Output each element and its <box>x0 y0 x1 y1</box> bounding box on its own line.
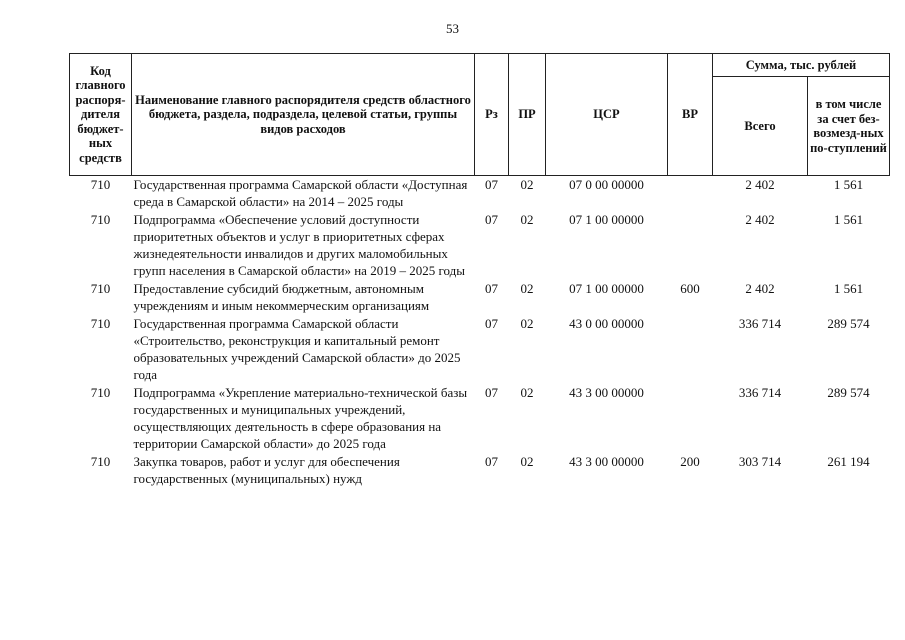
table-row <box>70 211 890 280</box>
table-row <box>70 453 890 488</box>
cell-pr: 02 <box>520 177 534 192</box>
cell-rz: 07 <box>485 177 498 192</box>
header-free: в том числе за счет без-возмезд-ных по-ступлений <box>808 77 890 176</box>
header-vr: ВР <box>668 54 713 176</box>
cell-pr: 02 <box>520 281 534 296</box>
header-code: Код главного распоря-дителя бюджет-ных средств <box>70 54 132 176</box>
table-body <box>70 176 890 489</box>
cell-code: 710 <box>90 316 111 331</box>
cell-total: 336 714 <box>738 316 782 331</box>
cell-free: 289 574 <box>827 316 870 331</box>
cell-rz: 07 <box>485 281 498 296</box>
cell-code: 710 <box>90 385 111 400</box>
table-row <box>70 315 890 384</box>
cell-free: 1 561 <box>833 177 864 192</box>
cell-total: 2 402 <box>745 212 775 227</box>
cell-pr: 02 <box>520 385 534 400</box>
cell-vr <box>668 176 713 212</box>
cell-total: 2 402 <box>745 281 775 296</box>
table-header <box>70 54 890 176</box>
cell-csr: 43 3 00 00000 <box>569 454 644 469</box>
cell-name: Подпрограмма «Обеспечение условий доступности приоритетных объектов и услуг в приоритетных сферах жизнедеятельности инвалидов и других маломобильных групп населения в Самарской области» на 2019 – 2025 годы <box>133 212 465 278</box>
header-sum-group: Сумма, тыс. рублей <box>713 54 890 77</box>
cell-vr: 200 <box>680 454 700 469</box>
table-row <box>70 280 890 315</box>
cell-rz: 07 <box>485 212 498 227</box>
cell-vr: 600 <box>680 281 700 296</box>
cell-name: Предоставление субсидий бюджетным, автономным учреждениям и иным некоммерческим организациям <box>133 281 430 313</box>
cell-code: 710 <box>90 212 111 227</box>
header-csr: ЦСР <box>546 54 668 176</box>
cell-rz: 07 <box>485 454 498 469</box>
cell-rz: 07 <box>485 385 498 400</box>
cell-total: 303 714 <box>738 454 782 469</box>
cell-vr <box>668 211 713 280</box>
cell-pr: 02 <box>520 212 534 227</box>
cell-total: 336 714 <box>738 385 782 400</box>
cell-code: 710 <box>90 454 111 469</box>
cell-name: Государственная программа Самарской области «Доступная среда в Самарской области» на 2014 – 2025 годы <box>133 177 468 209</box>
header-total: Всего <box>713 77 808 176</box>
cell-total: 2 402 <box>745 177 775 192</box>
cell-code: 710 <box>90 281 111 296</box>
cell-free: 289 574 <box>827 385 870 400</box>
cell-csr: 07 1 00 00000 <box>569 212 644 227</box>
cell-free: 1 561 <box>833 212 864 227</box>
cell-code: 710 <box>90 177 111 192</box>
budget-table <box>69 53 890 488</box>
page-number: 53 <box>446 21 459 36</box>
header-rz: Рз <box>475 54 509 176</box>
cell-free: 261 194 <box>827 454 870 469</box>
table-row <box>70 176 890 212</box>
cell-free: 1 561 <box>833 281 864 296</box>
cell-vr <box>668 384 713 453</box>
cell-name: Государственная программа Самарской области «Строительство, реконструкция и капитальный ремонт образовательных учреждений Самарской области» до 2025 года <box>133 316 461 382</box>
cell-pr: 02 <box>520 316 534 331</box>
cell-vr <box>668 315 713 384</box>
cell-pr: 02 <box>520 454 534 469</box>
header-name: Наименование главного распорядителя средств областного бюджета, раздела, подраздела, целевой статьи, группы видов расходов <box>132 54 475 176</box>
table-row <box>70 384 890 453</box>
cell-csr: 43 0 00 00000 <box>569 316 644 331</box>
cell-csr: 07 0 00 00000 <box>569 177 644 192</box>
cell-name: Закупка товаров, работ и услуг для обеспечения государственных (муниципальных) нужд <box>133 454 400 486</box>
cell-name: Подпрограмма «Укрепление материально-технической базы государственных и муниципальных учреждений, осуществляющих деятельность в сфере образования на территории Самарской области» до 2025 года <box>133 385 468 451</box>
cell-csr: 07 1 00 00000 <box>569 281 644 296</box>
cell-rz: 07 <box>485 316 498 331</box>
header-pr: ПР <box>509 54 546 176</box>
cell-csr: 43 3 00 00000 <box>569 385 644 400</box>
